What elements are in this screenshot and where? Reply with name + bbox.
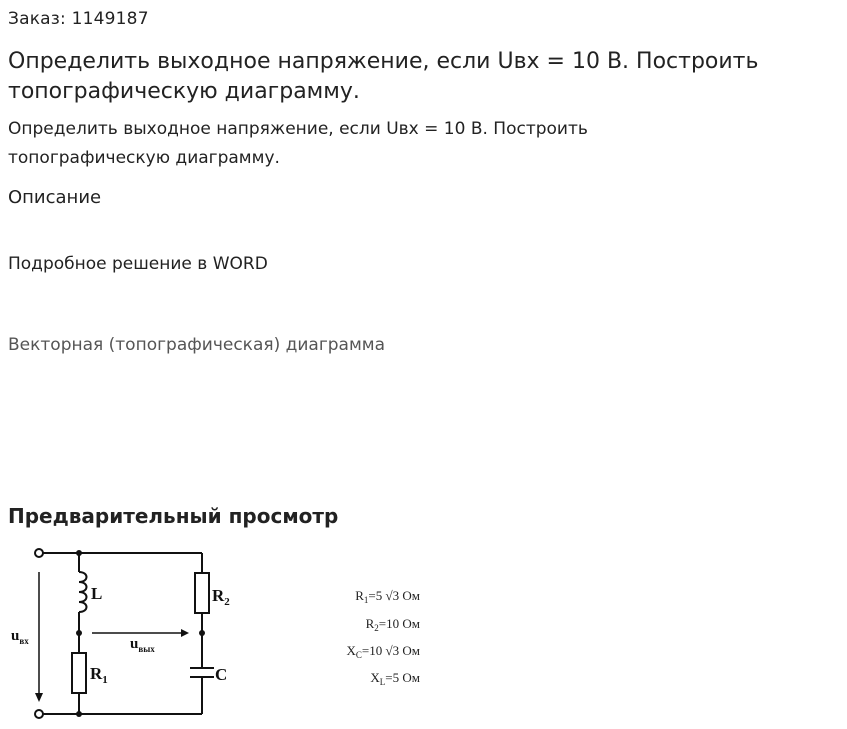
order-label: Заказ: (8, 9, 66, 29)
solution-note: Подробное решение в WORD (8, 254, 268, 274)
parameter-0: $R_1=5$ √3 Ом (355, 588, 420, 605)
parameter-2: $X_C=10$ √3 Ом (346, 643, 420, 660)
label-uout: $u_{вых}$ (130, 636, 155, 654)
page-title: Определить выходное напряжение, если Uвх = 10 В. Построить топографическую диаграмму. (8, 49, 759, 104)
label-l: L (91, 584, 103, 603)
resistor-r2 (195, 573, 209, 613)
order-value: 1149187 (71, 9, 149, 29)
parameter-1: $R_2=10$ Ом (365, 616, 420, 633)
description-heading: Описание (8, 187, 102, 208)
preview-heading: Предварительный просмотр (8, 504, 339, 528)
label-r1: $R_1$ (90, 664, 108, 686)
resistor-r1 (72, 653, 86, 693)
task-statement: Определить выходное напряжение, если Uвх = 10 В. Построить топографическую диаграмму. (8, 119, 588, 168)
order-number (8, 9, 149, 29)
label-r2: $R_2$ (212, 586, 230, 608)
circuit-preview-image (0, 540, 440, 729)
parameter-3: $X_L=5$ Ом (370, 670, 420, 687)
parameter-list (347, 588, 421, 687)
label-c: C (215, 665, 228, 684)
input-terminal-bottom (35, 710, 43, 718)
vector-diagram-note: Векторная (топографическая) диаграмма (8, 335, 386, 355)
label-uin: $u_{вх}$ (11, 628, 29, 646)
inductor-symbol (79, 572, 87, 612)
input-terminal-top (35, 549, 43, 557)
